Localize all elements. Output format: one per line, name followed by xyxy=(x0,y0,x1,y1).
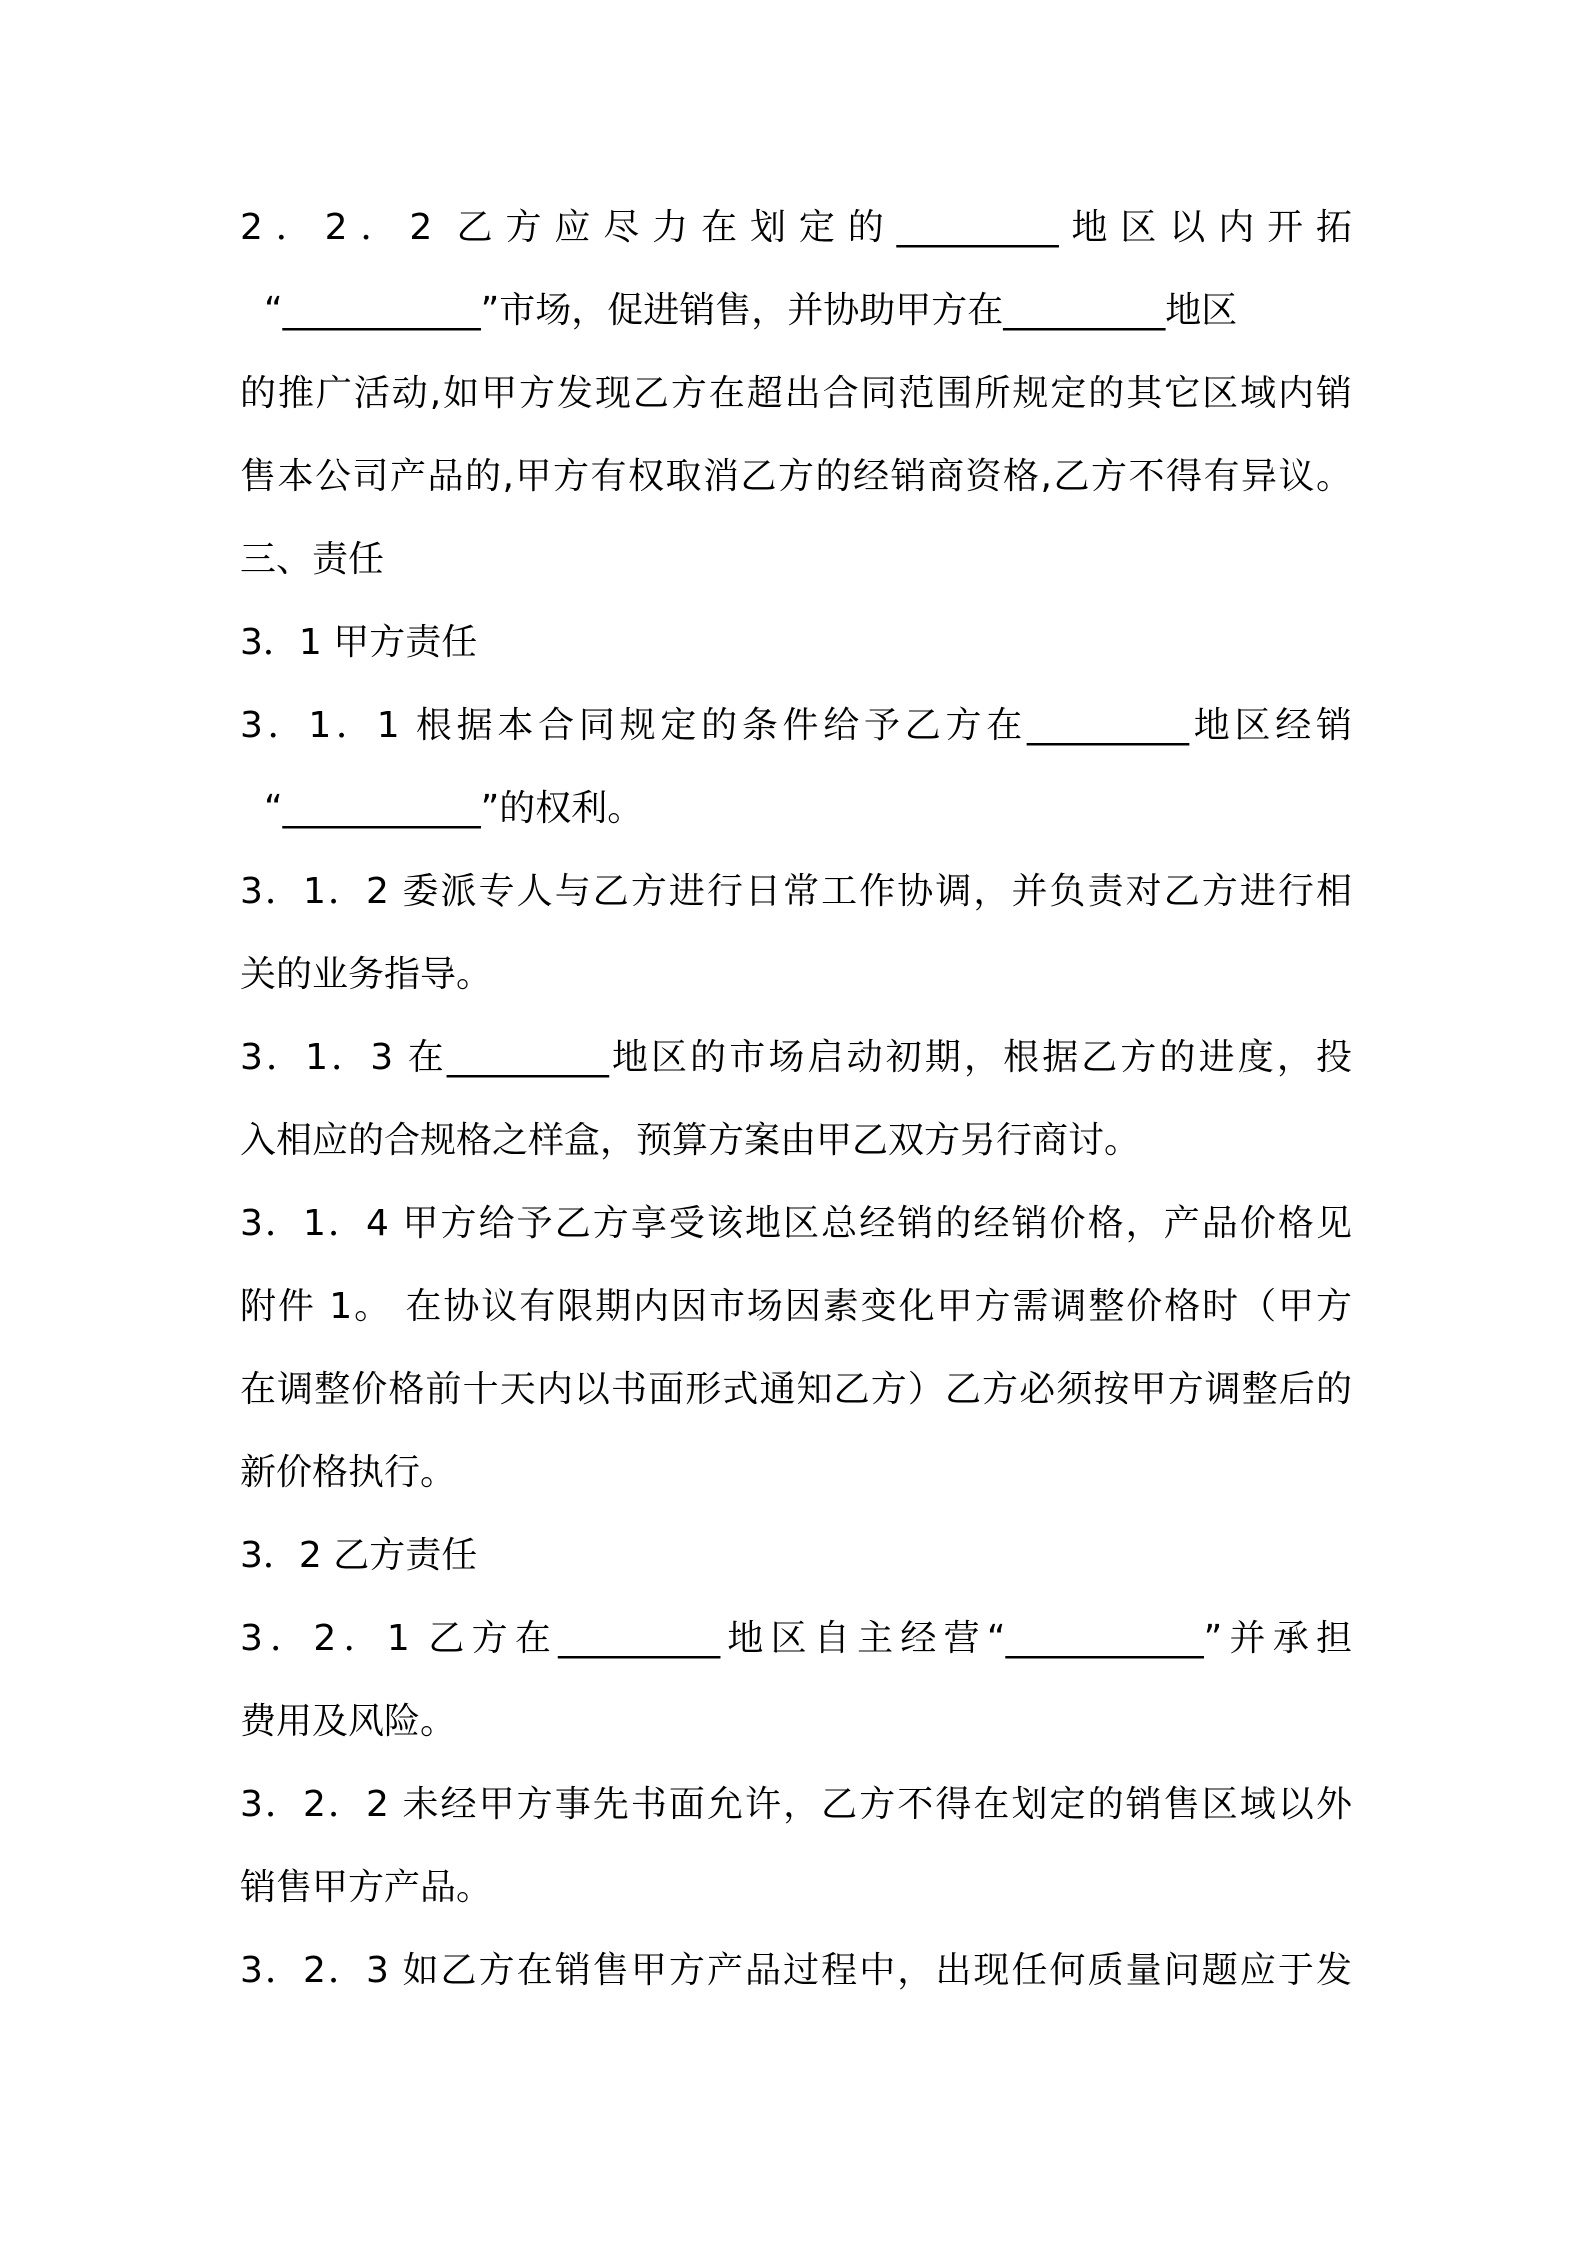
text-line: 新价格执行。 xyxy=(240,1452,457,1493)
subsection-heading: 3．1 甲方责任 xyxy=(240,622,478,663)
text-line: 销售甲方产品。 xyxy=(240,1867,493,1908)
text-line: 售本公司产品的,甲方有权取消乙方的经销商资格,乙方不得有异议。 xyxy=(240,456,1352,497)
text-line: “___________”的权利。 xyxy=(264,788,644,829)
text-line: 3．2．3 如乙方在销售甲方产品过程中，出现任何质量问题应于发 xyxy=(240,1950,1352,1991)
text-line: 3．2．2 未经甲方事先书面允许，乙方不得在划定的销售区域以外 xyxy=(240,1784,1352,1825)
text-line: 费用及风险。 xyxy=(240,1701,457,1742)
text-line: 3．1．1 根据本合同规定的条件给予乙方在_________地区经销 xyxy=(240,705,1352,746)
subsection-heading: 3．2 乙方责任 xyxy=(240,1535,478,1576)
text-line: 3．1．2 委派专人与乙方进行日常工作协调，并负责对乙方进行相 xyxy=(240,871,1352,912)
text-line: 2．2．2 乙方应尽力在划定的_________地区以内开拓 xyxy=(240,207,1352,248)
text-line: 附件 1。 在协议有限期内因市场因素变化甲方需调整价格时（甲方 xyxy=(240,1286,1352,1327)
text-line: 在调整价格前十天内以书面形式通知乙方）乙方必须按甲方调整后的 xyxy=(240,1369,1352,1410)
text-line: 3．2．1 乙方在_________地区自主经营“___________”并承担 xyxy=(240,1618,1352,1659)
text-line: “___________”市场，促进销售，并协助甲方在_________地区 xyxy=(264,290,1238,331)
section-heading: 三、责任 xyxy=(240,539,385,580)
text-line: 3．1．3 在_________地区的市场启动初期，根据乙方的进度，投 xyxy=(240,1037,1352,1078)
text-line: 入相应的合规格之样盒，预算方案由甲乙双方另行商讨。 xyxy=(240,1120,1141,1161)
text-line: 关的业务指导。 xyxy=(240,954,493,995)
text-line: 的推广活动,如甲方发现乙方在超出合同范围所规定的其它区域内销 xyxy=(240,373,1352,414)
text-line: 3．1．4 甲方给予乙方享受该地区总经销的经销价格，产品价格见 xyxy=(240,1203,1352,1244)
